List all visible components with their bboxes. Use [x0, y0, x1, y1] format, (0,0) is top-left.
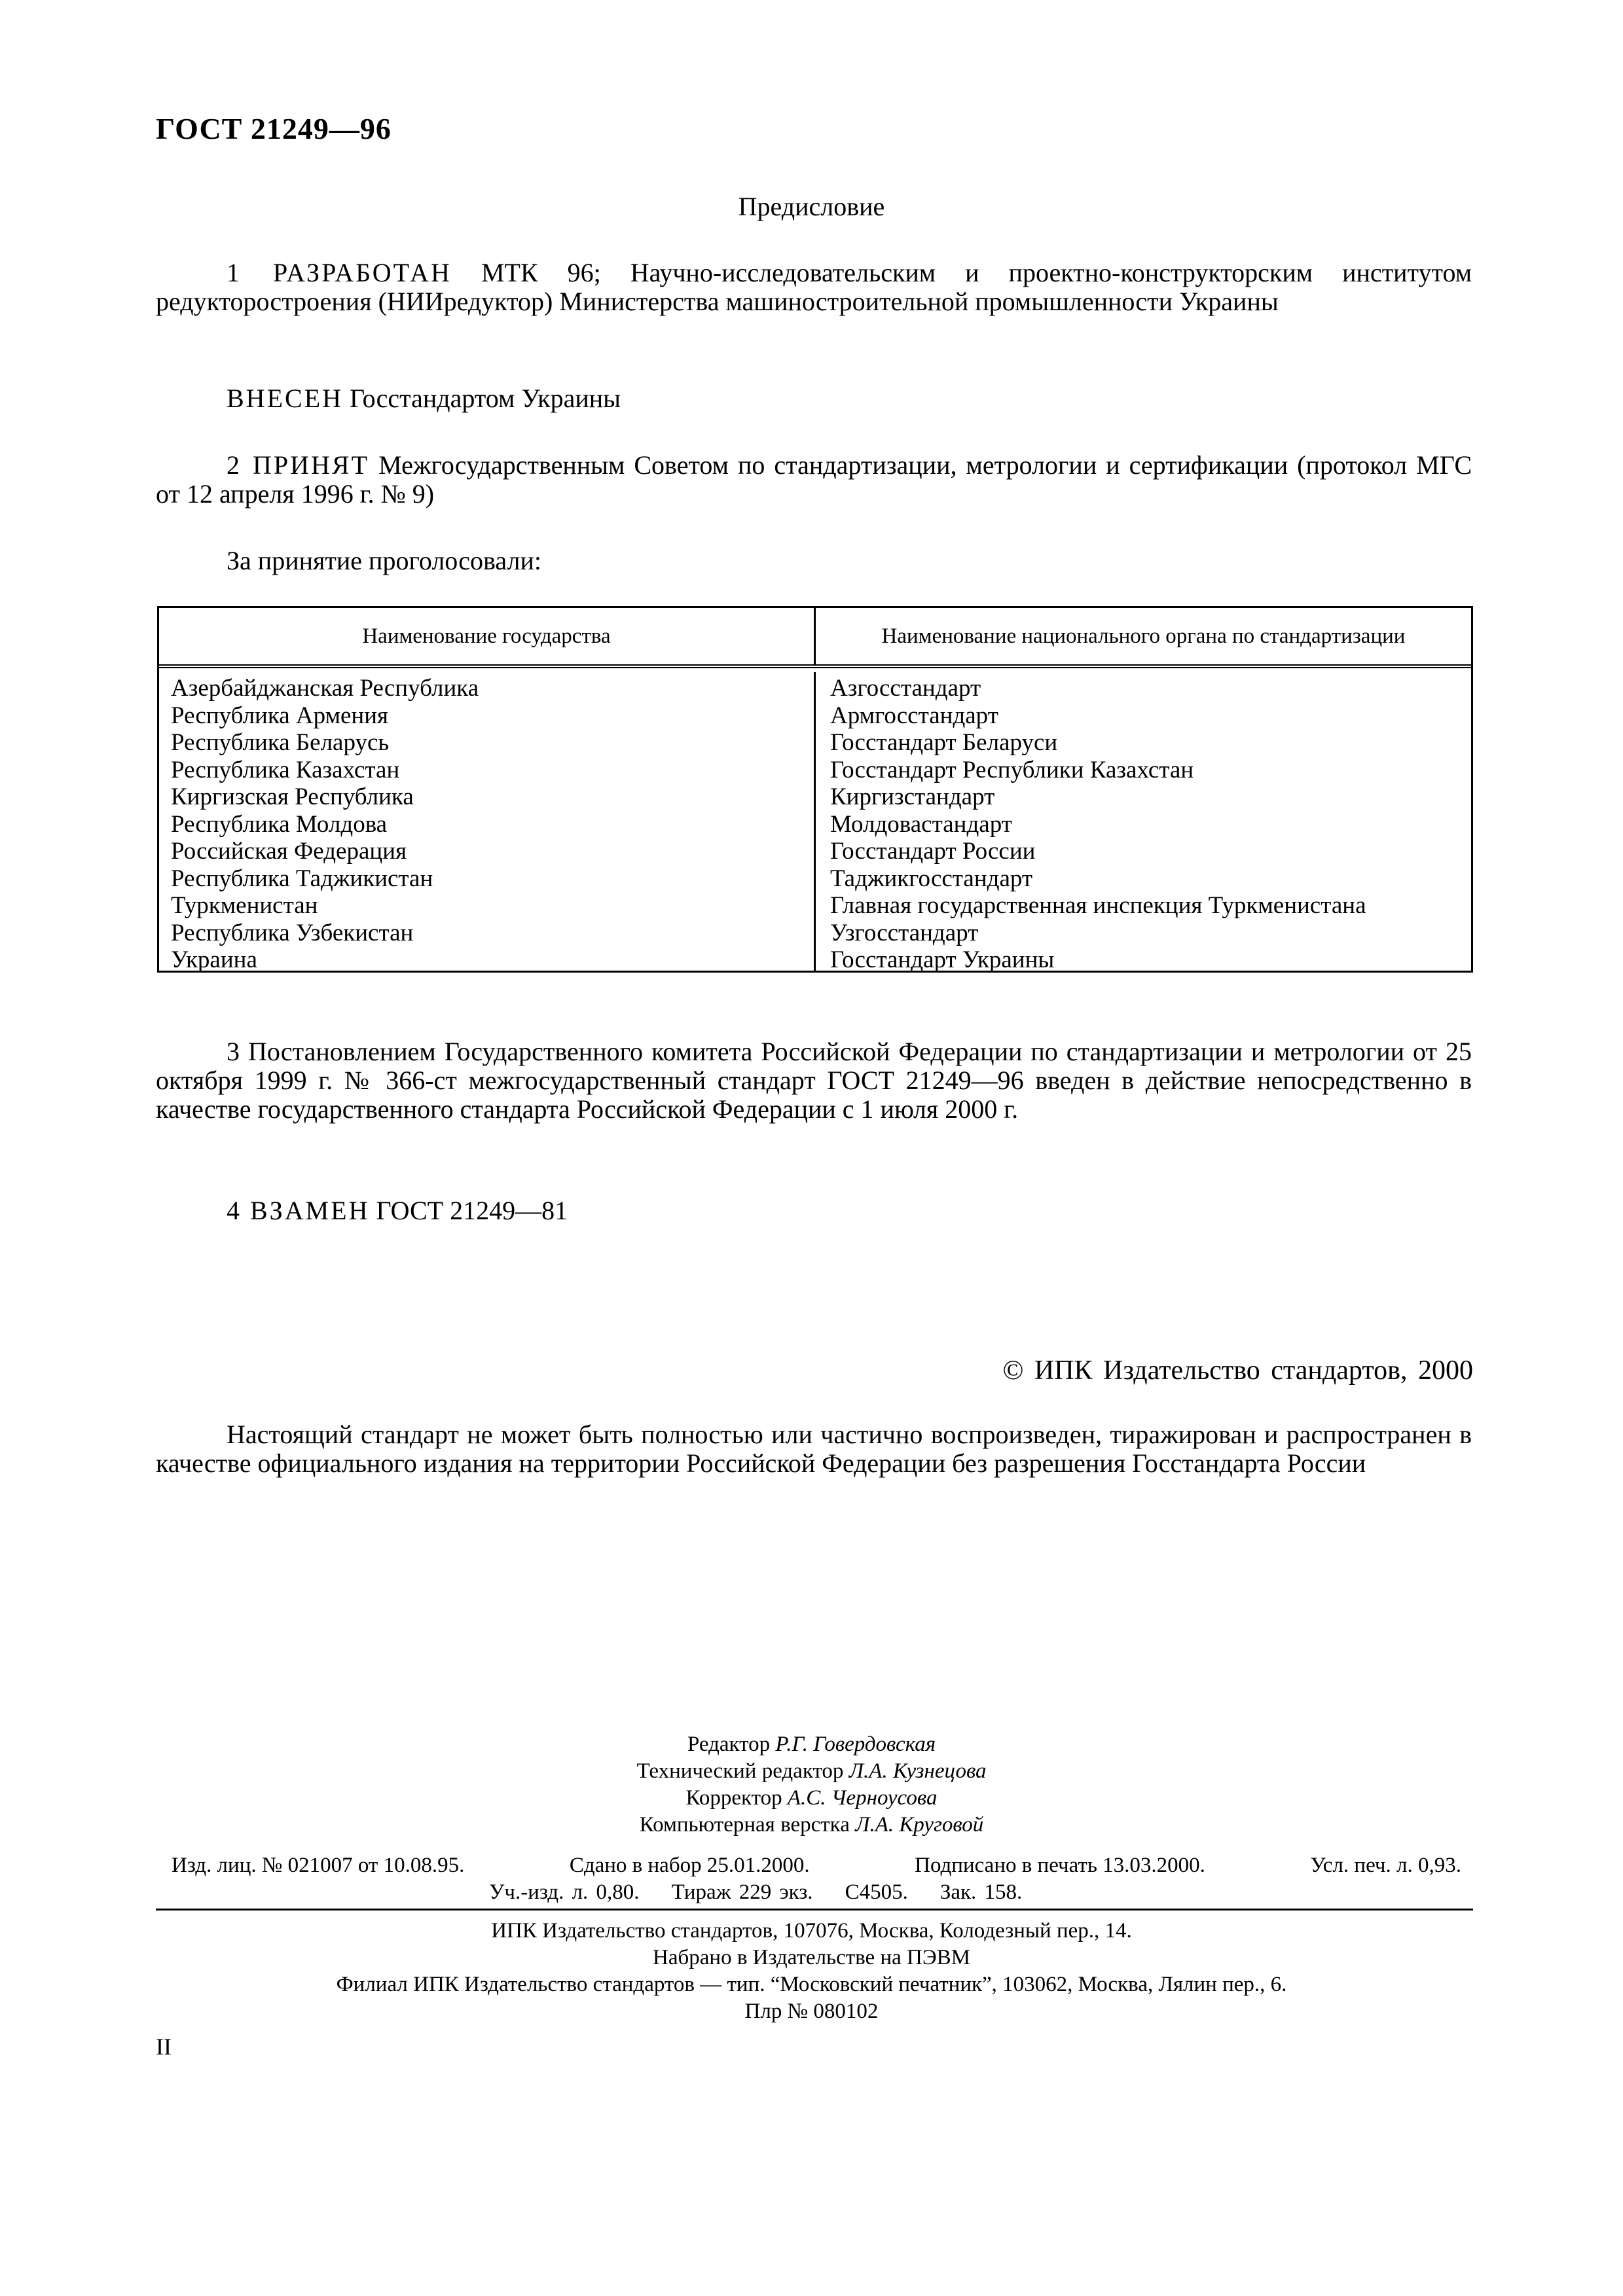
credits-block	[0, 1731, 1623, 1839]
table-cell-state: Республика Армения	[171, 702, 389, 729]
item-4-text: ГОСТ 21249—81	[376, 1196, 568, 1225]
table-cell-body: Молдовастандарт	[830, 810, 1012, 838]
publication-info-row-2	[172, 1880, 1461, 1905]
table-cell-body: Таджикгосстандарт	[830, 865, 1033, 892]
item-1-keyword: 1 РАЗРАБОТАН	[227, 258, 452, 287]
table-cell-body: Главная государственная инспекция Туркменистана	[830, 892, 1366, 919]
table-cell-state: Республика Беларусь	[171, 729, 390, 756]
state-column	[159, 672, 816, 971]
item-2-paragraph	[156, 451, 1472, 509]
item-1-text: МТК 96; Научно-исследовательским и проектно-конструкторским институтом редукторостроения (НИИредуктор) Министерства машиностроительной промышленности Украины	[156, 258, 1472, 316]
voted-label: За принятие проголосовали:	[227, 546, 541, 575]
item-2-text: Межгосударственным Советом по стандартизации, метрологии и сертификации (протокол МГС от 12 апреля 1996 г. № 9)	[156, 450, 1472, 509]
body-column	[816, 672, 1471, 971]
printer-line-2: Набрано в Издательстве на ПЭВМ	[653, 1946, 970, 1969]
table-cell-state: Республика Казахстан	[171, 756, 400, 783]
credit-editor-label: Редактор	[687, 1732, 771, 1756]
table-cell-body: Киргизстандарт	[830, 783, 995, 810]
table-cell-state: Республика Узбекистан	[171, 919, 414, 946]
table-cell-state: Украина	[171, 946, 257, 973]
table-cell-state: Республика Молдова	[171, 810, 388, 838]
voting-table-header	[159, 608, 1471, 668]
credit-proofreader-label: Корректор	[685, 1786, 782, 1810]
item-3-paragraph: 3 Постановлением Государственного комитета Российской Федерации по стандартизации и метрологии от 25 октября 1999 г. № 366-ст межгосударственный стандарт ГОСТ 21249—96 введен в действие непосредственно в качестве государственного стандарта Российской Федерации с 1 июля 2000 г.	[156, 1037, 1472, 1124]
document-code: ГОСТ 21249—96	[156, 112, 392, 145]
credit-proofreader-name: А.С. Черноусова	[787, 1786, 938, 1810]
publication-circulation: Тираж 229 экз.	[671, 1880, 813, 1904]
printer-line-3: Филиал ИПК Издательство стандартов — тип. “Московский печатник”, 103062, Москва, Лялин пер., 6.	[336, 1973, 1287, 1996]
printer-line-1: ИПК Издательство стандартов, 107076, Москва, Колодезный пер., 14.	[491, 1919, 1132, 1943]
item-2-keyword: 2 ПРИНЯТ	[227, 450, 370, 480]
credit-layout-name: Л.А. Круговой	[855, 1813, 984, 1837]
reproduction-notice: Настоящий стандарт не может быть полностью или частично воспроизведен, тиражирован и распространен в качестве официального издания на территории Российской Федерации без разрешения Госстандарта России	[156, 1420, 1472, 1478]
table-cell-body: Госстандарт России	[830, 838, 1036, 865]
page-number: II	[156, 2034, 172, 2060]
table-cell-body: Узгосстандарт	[830, 919, 979, 946]
publication-code: С4505.	[845, 1880, 908, 1904]
credit-tech-editor-name: Л.А. Кузнецова	[848, 1759, 987, 1783]
credit-tech-editor	[0, 1758, 1623, 1785]
introduced-keyword: ВНЕСЕН	[227, 384, 343, 413]
item-4-keyword: 4 ВЗАМЕН	[227, 1196, 370, 1225]
table-cell-state: Российская Федерация	[171, 838, 407, 865]
publication-typeset: Сдано в набор 25.01.2000.	[569, 1854, 810, 1877]
publication-signed: Подписано в печать 13.03.2000.	[915, 1854, 1205, 1877]
divider-line	[156, 1909, 1473, 1910]
introduced-paragraph	[227, 383, 621, 414]
publication-print-sheets: Усл. печ. л. 0,93.	[1310, 1854, 1461, 1877]
credit-editor	[0, 1731, 1623, 1758]
table-cell-state: Азербайджанская Республика	[171, 675, 479, 702]
item-4-paragraph	[227, 1195, 568, 1226]
table-cell-state: Республика Таджикистан	[171, 865, 433, 892]
column-header-body: Наименование национального органа по стандартизации	[881, 624, 1406, 648]
credit-tech-editor-label: Технический редактор	[636, 1759, 844, 1783]
publication-info-row-1	[172, 1854, 1461, 1878]
table-cell-body: Армгосстандарт	[830, 702, 998, 729]
publication-pub-sheets: Уч.-изд. л. 0,80.	[489, 1880, 640, 1904]
item-1-paragraph	[156, 259, 1472, 316]
table-cell-state: Туркменистан	[171, 892, 318, 919]
voting-table-body	[159, 672, 1471, 971]
printer-info	[0, 1918, 1623, 2025]
voting-table	[157, 606, 1473, 973]
printer-line-4: Плр № 080102	[744, 2000, 879, 2023]
column-header-state: Наименование государства	[159, 608, 816, 664]
credit-proofreader	[0, 1785, 1623, 1812]
credit-editor-name: Р.Г. Говердовская	[775, 1732, 936, 1756]
credit-layout	[0, 1812, 1623, 1839]
table-cell-body: Госстандарт Беларуси	[830, 729, 1058, 756]
credit-layout-label: Компьютерная верстка	[639, 1813, 850, 1837]
table-cell-body: Азгосстандарт	[830, 675, 981, 702]
table-cell-body: Госстандарт Украины	[830, 946, 1055, 973]
introduced-text: Госстандартом Украины	[350, 384, 621, 413]
table-cell-state: Киргизская Республика	[171, 783, 414, 810]
publication-info	[172, 1854, 1461, 1905]
copyright-notice: © ИПК Издательство стандартов, 2000	[1002, 1355, 1473, 1386]
table-cell-body: Госстандарт Республики Казахстан	[830, 756, 1194, 783]
foreword-title: Предисловие	[738, 192, 885, 221]
publication-order: Зак. 158.	[939, 1880, 1023, 1904]
publication-license: Изд. лиц. № 021007 от 10.08.95.	[172, 1854, 465, 1877]
